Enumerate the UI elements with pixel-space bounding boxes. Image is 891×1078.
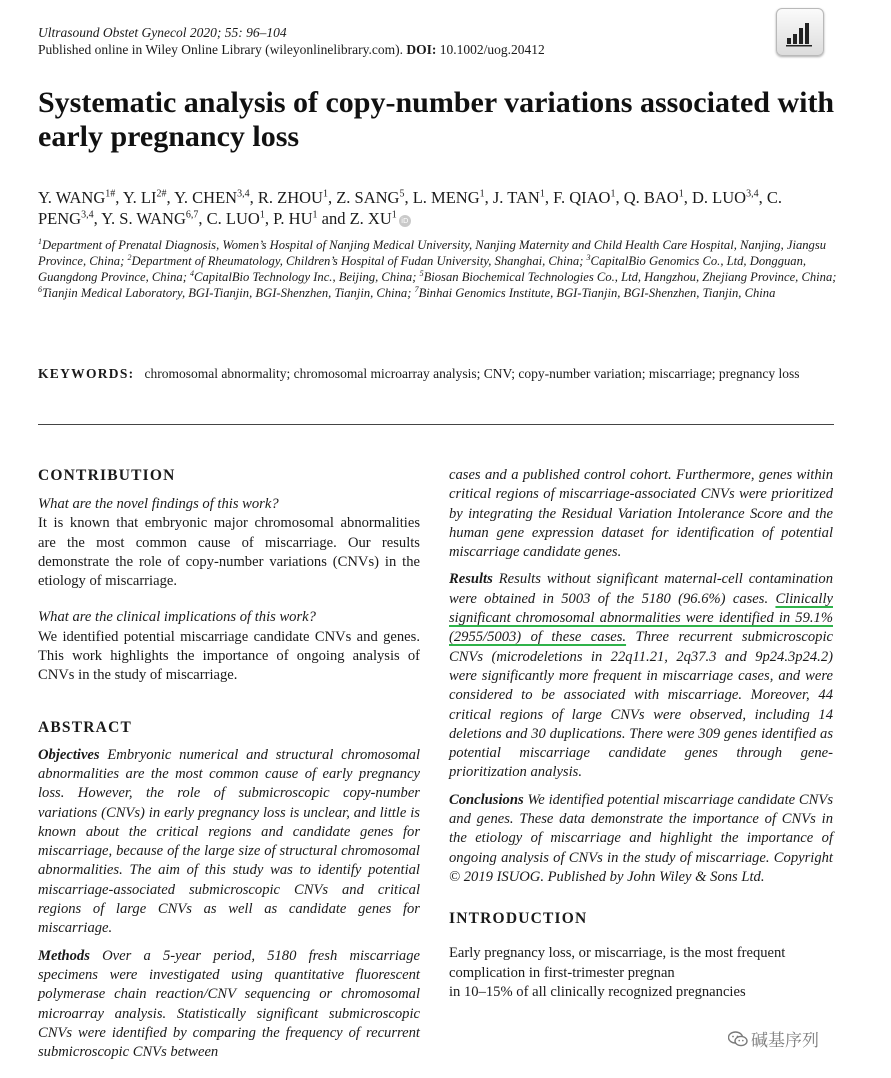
- author-affiliation-marker: 6,7: [185, 209, 199, 221]
- conclusions-text: We identified potential miscarriage candidate CNVs and genes. These data demonstrate the importance of CNVs in the etiology of miscarriage and highlight the importance of ongoing analysis of CNVs in the study of miscarriage. Copyright © 2019 ISUOG. Published by John Wiley & Sons Ltd.: [449, 791, 833, 885]
- affiliation-text: Department of Rheumatology, Children’s Hospital of Fudan University, Shanghai, China;: [131, 254, 584, 268]
- novel-findings-question: What are the novel findings of this work?: [38, 496, 279, 512]
- objectives-paragraph: [38, 746, 420, 939]
- methods-text: Over a 5-year period, 5180 fresh miscarriage specimens were investigated using quantitative fluorescent polymerase chain reaction/CNV sequencing or chromosomal microarray analysis. Statistically significant submicroscopic CNVs were identified by comparing the frequency of recurrent submicroscopic CNVs between: [38, 947, 420, 1061]
- contribution-heading: CONTRIBUTION: [38, 467, 176, 484]
- author-name: Y. LI: [122, 188, 157, 207]
- affiliation-number: 3: [586, 252, 591, 262]
- author: [624, 188, 684, 207]
- author-name: Y. S. WANG: [101, 209, 186, 228]
- results-highlight: Clinically significant chromosomal abnormalities were identified in 59.1% (2955/5003) of these cases.: [449, 590, 833, 646]
- methods-paragraph: [38, 947, 420, 1063]
- conclusions-paragraph: [449, 791, 833, 887]
- author-affiliation-marker: 3,4: [81, 209, 94, 221]
- author-name: J. TAN: [492, 188, 540, 207]
- author-affiliation-marker: 1: [678, 188, 684, 200]
- author-name: Z. SANG: [336, 188, 400, 207]
- author-name: R. ZHOU: [257, 188, 323, 207]
- introduction-heading: INTRODUCTION: [449, 910, 588, 928]
- affiliation-text: CapitalBio Technology Inc., Beijing, China;: [194, 270, 417, 284]
- keywords-label: KEYWORDS:: [38, 366, 135, 381]
- right-column: [449, 466, 833, 1002]
- introduction-text: Early pregnancy loss, or miscarriage, is the most frequent complication in first-trimester pregnan: [449, 945, 786, 981]
- author-list: Y. $WANG^{1\#}$, Y. $LI^{2\#}$, Y. CHEN$^{3,4}$, R. ZHOU$^1$, Z. SANG$^5$, L. MENG$^1$, J. TAN$^1$, F. QIAO$^1$, Q. BAO$^1$, D. LUO$^{3,4}$, C. PENG$^{3,4}$, Y. S. WANG$^{6,7}$, C. LUO$^1$, P. $HU^1$ and Z. $XU^1iD$: [38, 188, 782, 228]
- article-title: Systematic analysis of copy-number variations associated with early pregnancy loss: [38, 86, 835, 153]
- author-affiliation-marker: 1: [610, 188, 616, 200]
- bar-chart-icon: [784, 16, 816, 48]
- doi-label: DOI:: [406, 42, 437, 57]
- author-affiliation-marker: 1: [322, 188, 328, 200]
- affiliations: [38, 237, 838, 301]
- author-affiliation-marker: 1: [539, 188, 545, 200]
- results-text-a: Results without significant maternal-cell contamination were obtained in 5003 of the 5180 (96.6%) cases.: [449, 571, 834, 607]
- introduction-text-continued: in 10–15% of all clinically recognized pregnancies: [449, 983, 746, 1000]
- author: [692, 188, 759, 207]
- clinical-implications-question: What are the clinical implications of this work?: [38, 609, 316, 626]
- author-name: L. MENG: [412, 188, 480, 207]
- author: [258, 188, 328, 207]
- affiliation-number: 4: [190, 268, 195, 278]
- author: [493, 188, 545, 207]
- results-text-b: Three recurrent submicroscopic CNVs (microdeletions in 22q11.21, 2q37.3 and 9p24.3p24.2) were significantly more frequent in miscarriage cases, and were considered to be associated with miscarriage. Moreover, 44 critical regions of large CNVs were observed, including 14 deletions and 30 duplications. There were 309 genes identified as potential miscarriage candidate genes through gene-prioritization analysis.: [449, 629, 833, 781]
- author-name: F. QIAO: [553, 188, 611, 207]
- affiliation-text: Binhai Genomics Institute, BGI-Tianjin, BGI-Shenzhen, Tianjin, China: [418, 286, 776, 300]
- author-name: C. LUO: [206, 209, 260, 228]
- objectives-label: Objectives: [38, 746, 100, 763]
- author-name: Q. BAO: [623, 188, 679, 207]
- author-affiliation-marker: 1#: [105, 188, 116, 200]
- author: [101, 209, 198, 228]
- author: [553, 188, 615, 207]
- author: [38, 188, 115, 207]
- author-affiliation-marker: 3,4: [746, 188, 759, 200]
- affiliation-number: 5: [419, 268, 424, 278]
- keywords: [38, 364, 834, 383]
- affiliation-number: 7: [414, 284, 419, 294]
- left-column: [38, 466, 420, 1062]
- author: [336, 188, 404, 207]
- wechat-icon: [728, 1031, 748, 1047]
- author-name: Y. WANG: [38, 188, 106, 207]
- author: [174, 188, 249, 207]
- published-online-text: Published online in Wiley Online Library (wileyonlinelibrary.com).: [38, 42, 404, 57]
- affiliation-text: Biosan Biochemical Technologies Co., Ltd, Hangzhou, Zhejiang Province, China;: [423, 270, 837, 284]
- author: [350, 209, 397, 228]
- author: [207, 209, 265, 228]
- author-affiliation-marker: 1: [479, 188, 485, 200]
- author-name: P. HU: [273, 209, 313, 228]
- objectives-text: Embryonic numerical and structural chromosomal abnormalities are the most common cause of early pregnancy loss. However, the role of submicroscopic copy-number variations (CNVs) in early pregnancy loss is unclear, and little is known about the critical regions and candidate genes for miscarriage, because of the large size of structural chromosomal abnormalities. The aim of this study was to identify potential miscarriage-associated submicroscopic CNVs and critical regions of large CNVs as well as candidate genes for miscarriage.: [38, 746, 420, 937]
- publication-line: [38, 41, 545, 59]
- doi-link[interactable]: 10.1002/uog.20412: [439, 42, 545, 57]
- abstract-heading: ABSTRACT: [38, 718, 133, 736]
- author-affiliation-marker: 2#: [156, 188, 167, 200]
- affiliation-number: 6: [38, 284, 42, 294]
- author: [123, 188, 167, 207]
- author-name: C. PENG: [38, 188, 782, 228]
- author: [273, 209, 317, 228]
- methods-label: Methods: [38, 947, 90, 964]
- wechat-watermark: [728, 1026, 819, 1051]
- keywords-text: chromosomal abnormality; chromosomal microarray analysis; CNV; copy-number variation; miscarriage; pregnancy loss: [144, 366, 800, 381]
- article-metrics-button[interactable]: [776, 8, 824, 56]
- section-divider: [38, 424, 834, 425]
- author-name: Y. CHEN: [174, 188, 238, 207]
- journal-citation: Ultrasound Obstet Gynecol 2020; 55: 96–104: [38, 25, 287, 40]
- author-affiliation-marker: 3,4: [237, 188, 250, 200]
- clinical-implications-answer: We identified potential miscarriage candidate CNVs and genes. This work highlights the importance of ongoing analysis of CNVs in the study of miscarriage.: [38, 628, 420, 684]
- conclusions-label: Conclusions: [449, 791, 524, 808]
- affiliation-text: CapitalBio Genomics Co., Ltd, Dongguan, Guangdong Province, China;: [38, 254, 807, 284]
- author-name: D. LUO: [691, 188, 747, 207]
- novel-findings-answer: It is known that embryonic major chromosomal abnormalities are the most common cause of miscarriage. Our results demonstrate the role of copy-number variations (CNVs) in the etiology of miscarriage.: [38, 515, 420, 590]
- affiliation-number: 2: [127, 252, 132, 262]
- affiliation-text: Tianjin Medical Laboratory, BGI-Tianjin, BGI-Shenzhen, Tianjin, China;: [42, 286, 412, 300]
- affiliation-number: 1: [38, 236, 42, 246]
- author: [413, 188, 485, 207]
- author-name: Z. XU: [349, 209, 392, 228]
- affiliation-text: Department of Prenatal Diagnosis, Women’s Hospital of Nanjing Medical University, Nanjing Maternity and Child Health Care Hospital, Nanjing, Jiangsu Province, China;: [38, 238, 827, 268]
- author-affiliation-marker: 1: [312, 209, 318, 221]
- author-affiliation-marker: 1: [391, 209, 397, 221]
- orcid-icon[interactable]: iD: [399, 215, 411, 227]
- author-affiliation-marker: 1: [259, 209, 265, 221]
- methods-continued: cases and a published control cohort. Furthermore, genes within critical regions of miscarriage-associated CNVs were prioritized by integrating the Residual Variation Intolerance Score and the human gene expression dataset for identification of potential miscarriage candidate genes.: [449, 467, 833, 561]
- introduction-paragraph: [449, 944, 833, 1002]
- results-paragraph: [449, 570, 833, 782]
- author-affiliation-marker: 5: [399, 188, 405, 200]
- watermark-text: 碱基序列: [751, 1031, 819, 1051]
- results-label: Results: [449, 571, 493, 588]
